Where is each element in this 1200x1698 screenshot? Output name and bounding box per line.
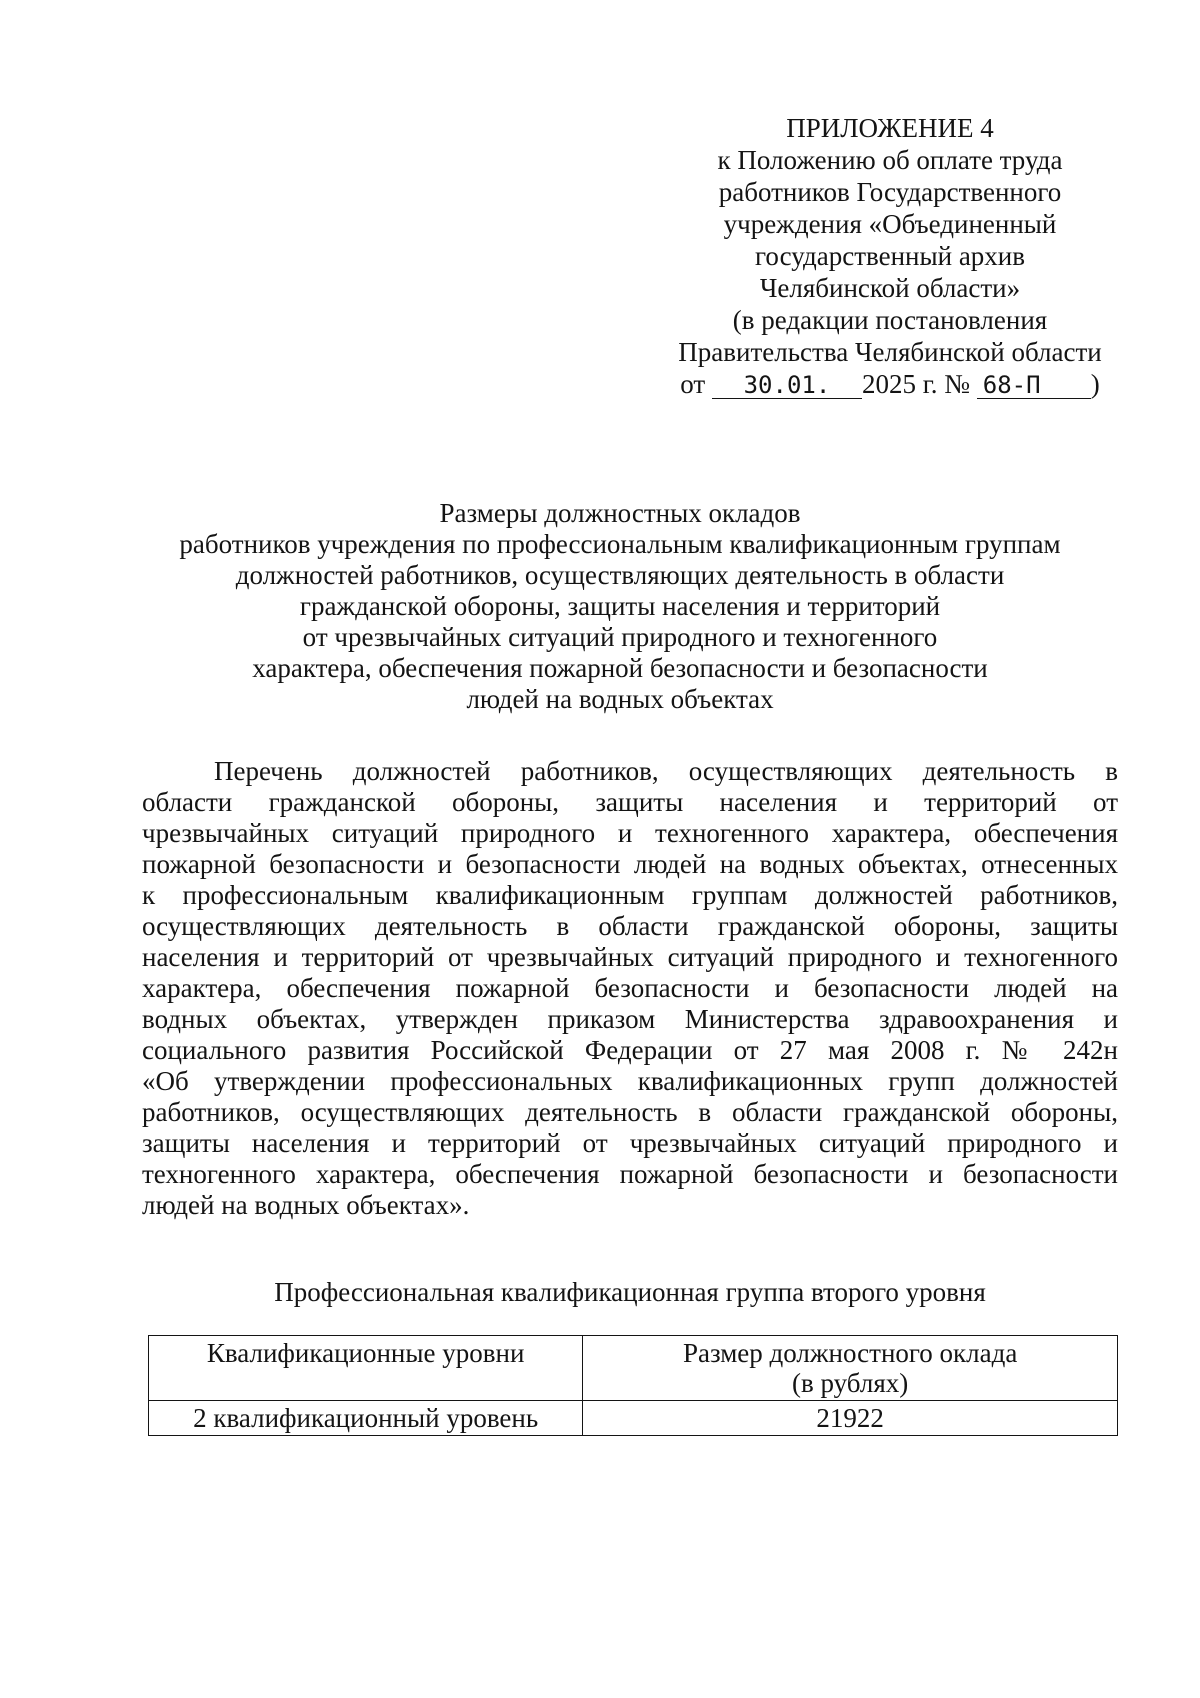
title-line: от чрезвычайных ситуаций природного и техногенного [302,622,938,652]
appendix-line: (в редакции постановления [732,305,1048,335]
paragraph-line: «Об утверждении профессиональных квалификационных групп должностей [142,1066,1118,1096]
header-levels: Квалификационные уровни [149,1336,583,1401]
document-title [120,498,1120,715]
paragraph-line: населения и территорий от чрезвычайных ситуаций природного и техногенного [142,942,1118,972]
paragraph-line: к профессиональным квалификационным группам должностей работников, [142,880,1118,910]
resolution-date: 30.01. [712,372,862,399]
cell-salary: 21922 [583,1401,1118,1436]
appendix-header [640,112,1140,400]
header-salary-unit: (в рублях) [792,1368,909,1398]
paragraph-line: области гражданской обороны, защиты населения и территорий от [142,787,1118,817]
table-header-row [149,1336,1118,1401]
appendix-line: Челябинской области» [759,273,1021,303]
header-salary-line: Размер должностного оклада [682,1338,1018,1368]
date-prefix: от [680,369,706,399]
positions-list-paragraph [142,756,1118,1221]
paragraph-line: водных объектах, утвержден приказом Министерства здравоохранения и [142,1004,1118,1034]
resolution-number: 68-П [977,372,1091,399]
title-line: Размеры должностных окладов [439,498,801,528]
paragraph-line: пожарной безопасности и безопасности людей на водных объектах, отнесенных [142,849,1118,879]
paragraph-line: характера, обеспечения пожарной безопасности и безопасности людей на [142,973,1118,1003]
paragraph-line: чрезвычайных ситуаций природного и техногенного характера, обеспечения [142,818,1118,848]
paragraph-line: работников, осуществляющих деятельность в области гражданской обороны, [142,1097,1118,1127]
appendix-line: Правительства Челябинской области [678,337,1102,367]
group-heading: Профессиональная квалификационная группа второго уровня [274,1277,986,1307]
close-paren: ) [1090,369,1100,399]
appendix-line: учреждения «Объединенный [723,209,1057,239]
paragraph-line: осуществляющих деятельность в области гражданской обороны, защиты [142,911,1118,941]
header-salary [583,1336,1118,1401]
salary-table [148,1335,1118,1436]
title-line: характера, обеспечения пожарной безопасности и безопасности [252,653,988,683]
resolution-reference [640,368,1140,400]
title-line: гражданской обороны, защиты населения и территорий [299,591,941,621]
appendix-title: ПРИЛОЖЕНИЕ 4 [786,113,994,143]
paragraph-line: техногенного характера, обеспечения пожарной безопасности и безопасности [142,1159,1118,1189]
paragraph-line: людей на водных объектах». [142,1190,470,1220]
appendix-line: работников Государственного [718,177,1062,207]
appendix-line: к Положению об оплате труда [717,145,1063,175]
paragraph-line: социального развития Российской Федерации от 27 мая 2008 г. № 242н [142,1035,1118,1065]
title-line: работников учреждения по профессиональным квалификационным группам [179,529,1061,559]
title-line: людей на водных объектах [466,684,774,714]
paragraph-line: Перечень должностей работников, осуществляющих деятельность в [214,756,1118,786]
appendix-line: государственный архив [755,241,1025,271]
title-line: должностей работников, осуществляющих деятельность в области [235,560,1005,590]
paragraph-line: защиты населения и территорий от чрезвычайных ситуаций природного и [142,1128,1118,1158]
table-row [149,1401,1118,1436]
cell-level: 2 квалификационный уровень [149,1401,583,1436]
resolution-year: 2025 г. № [861,369,970,399]
